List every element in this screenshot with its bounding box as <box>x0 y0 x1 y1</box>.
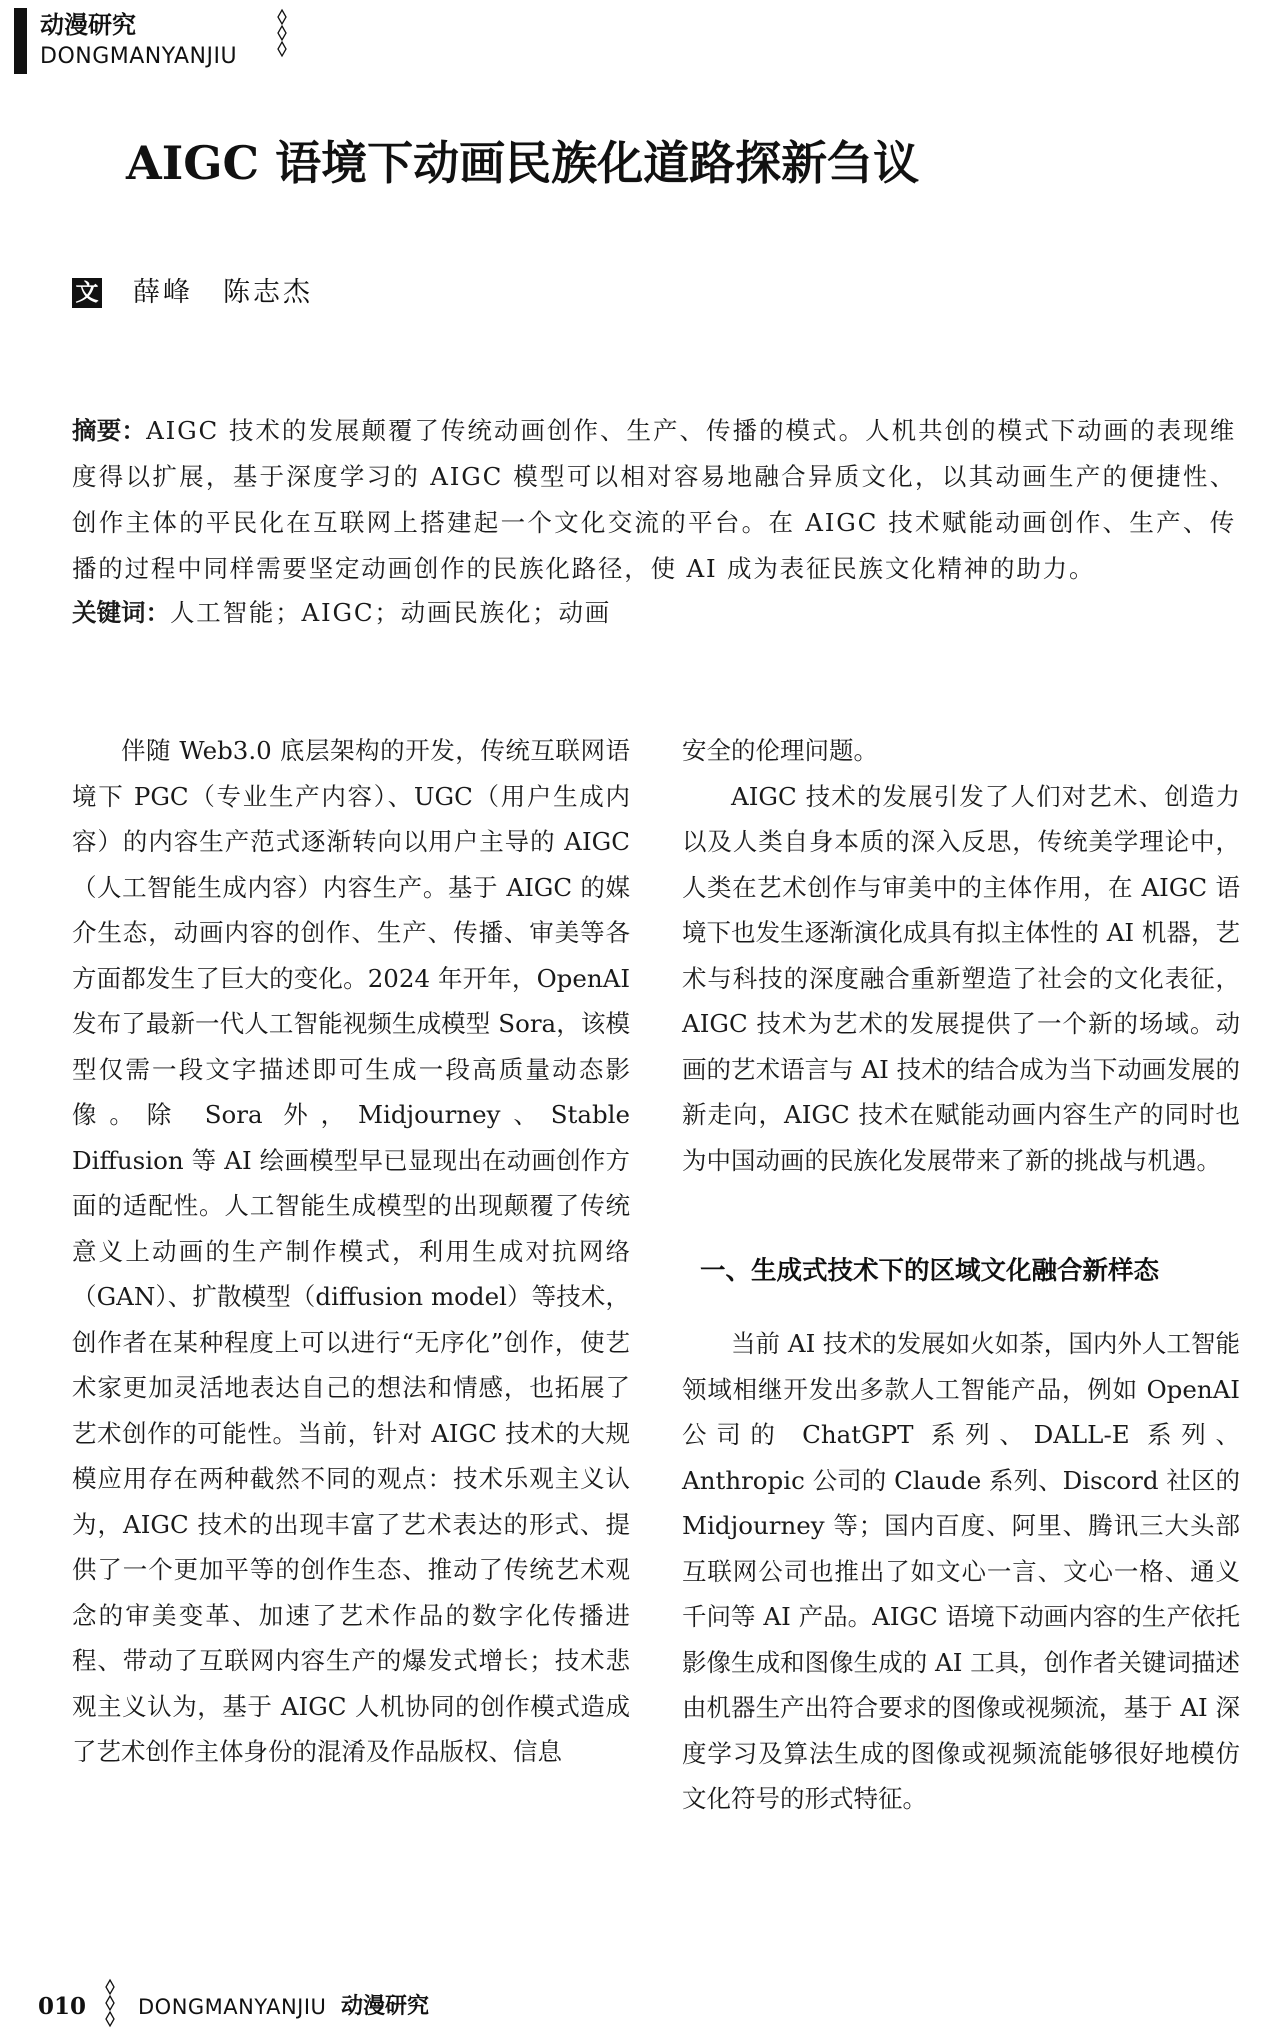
chain-ornament-icon <box>276 8 288 64</box>
abstract <box>72 408 1236 592</box>
body-paragraph-continued: 安全的伦理问题。 <box>682 736 878 765</box>
keywords-text: 人工智能；AIGC；动画民族化；动画 <box>170 598 612 627</box>
section-heading: 一、生成式技术下的区域文化融合新样态 <box>700 1256 1160 1286</box>
body-column-right-lower <box>682 1321 1240 1822</box>
keywords-label: 关键词： <box>72 598 170 627</box>
body-column-left <box>72 728 630 1775</box>
body-paragraph: AIGC 技术的发展引发了人们对艺术、创造力以及人类自身本质的深入反思，传统美学理论中，人类在艺术创作与审美中的主体作用，在 AIGC 语境下也发生逐渐演化成具有拟主体性的 AI 机器，艺术与科技的深度融合重新塑造了社会的文化表征，AIGC 技术为艺术的发展提供了一个新的场域。动画的艺术语言与 AI 技术的结合成为当下动画发展的新走向，AIGC 技术在赋能动画内容生产的同时也为中国动画的民族化发展带来了新的挑战与机遇。 <box>682 781 1240 1175</box>
body-column-right <box>682 728 1240 1183</box>
chain-ornament-icon <box>104 1978 116 2034</box>
body-paragraph: 当前 AI 技术的发展如火如荼，国内外人工智能领域相继开发出多款人工智能产品，例如 OpenAI 公司的 ChatGPT 系列、DALL-E 系列、Anthropic 公司的 Claude 系列、Discord 社区的 Midjourney 等；国内百度、阿里、腾讯三大头部互联网公司也推出了如文心一言、文心一格、通义千问等 AI 产品。AIGC 语境下动画内容的生产依托影像生成和图像生成的 AI 工具，创作者关键词描述由机器生产出符合要求的图像或视频流，基于 AI 深度学习及算法生成的图像或视频流能够很好地模仿文化符号的形式特征。 <box>682 1329 1240 1813</box>
header-bar <box>14 8 27 74</box>
article-authors: 薛峰 陈志杰 <box>133 277 313 308</box>
page-number: 010 <box>38 1993 87 2020</box>
footer-section-cn: 动漫研究 <box>341 1994 430 2019</box>
abstract-label: 摘要： <box>72 416 147 445</box>
header-section-cn: 动漫研究 <box>40 11 136 39</box>
keywords <box>72 590 1236 636</box>
footer-section-en: DONGMANYANJIU <box>138 1995 327 2019</box>
body-paragraph: 伴随 Web3.0 底层架构的开发，传统互联网语境下 PGC（专业生产内容）、UGC（用户生成内容）的内容生产范式逐渐转向以用户主导的 AIGC（人工智能生成内容）内容生产。基于 AIGC 的媒介生态，动画内容的创作、生产、传播、审美等各方面都发生了巨大的变化。2024 年开年，OpenAI 发布了最新一代人工智能视频生成模型 Sora，该模型仅需一段文字描述即可生成一段高质量动态影像。除 Sora 外，Midjourney、Stable Diffusion 等 AI 绘画模型早已显现出在动画创作方面的适配性。人工智能生成模型的出现颠覆了传统意义上动画的生产制作模式，利用生成对抗网络（GAN）、扩散模型（diffusion model）等技术，创作者在某种程度上可以进行“无序化”创作，使艺术家更加灵活地表达自己的想法和情感，也拓展了艺术创作的可能性。当前，针对 AIGC 技术的大规模应用存在两种截然不同的观点：技术乐观主义认为，AIGC 技术的出现丰富了艺术表达的形式、提供了一个更加平等的创作生态、推动了传统艺术观念的审美变革、加速了艺术作品的数字化传播进程、带动了互联网内容生产的爆发式增长；技术悲观主义认为，基于 AIGC 人机协同的创作模式造成了艺术创作主体身份的混淆及作品版权、信息 <box>72 736 630 1766</box>
byline-mark: 文 <box>72 278 102 308</box>
header-section-en: DONGMANYANJIU <box>40 44 238 69</box>
article-title: AIGC 语境下动画民族化道路探新刍议 <box>126 136 920 190</box>
abstract-text: AIGC 技术的发展颠覆了传统动画创作、生产、传播的模式。人机共创的模式下动画的表现维度得以扩展，基于深度学习的 AIGC 模型可以相对容易地融合异质文化，以其动画生产的便捷性、创作主体的平民化在互联网上搭建起一个文化交流的平台。在 AIGC 技术赋能动画创作、生产、传播的过程中同样需要坚定动画创作的民族化路径，使 AI 成为表征民族文化精神的助力。 <box>72 416 1237 583</box>
